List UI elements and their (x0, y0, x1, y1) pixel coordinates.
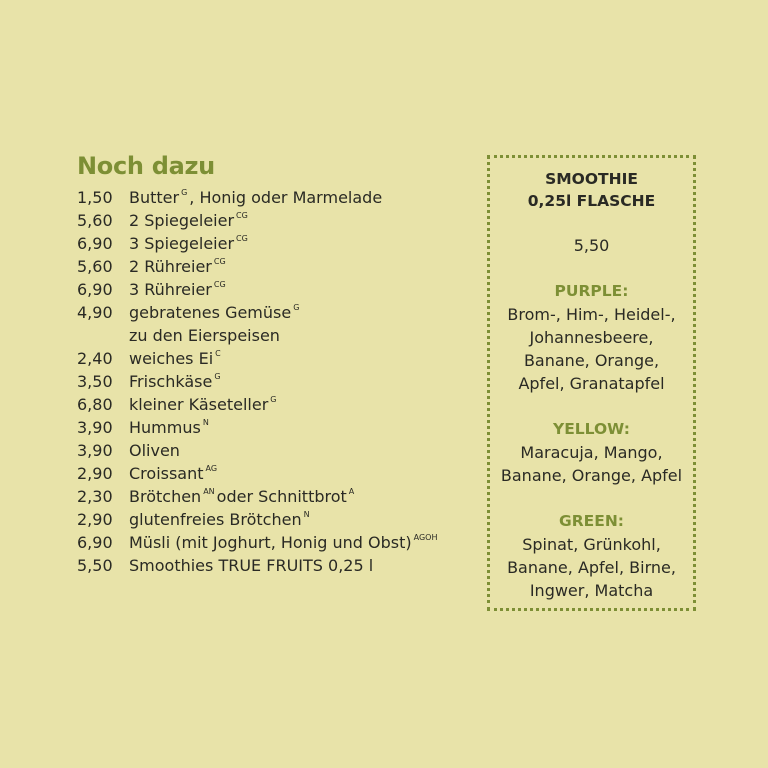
item-name: kleiner Käseteller (129, 395, 269, 414)
item-name: glutenfreies Brötchen (129, 510, 302, 529)
item-price: 3,90 (77, 441, 113, 460)
item-name: Butter (129, 188, 180, 207)
item-name: Brötchen (129, 487, 202, 506)
item-price: 6,90 (77, 234, 113, 253)
allergen-code: N (202, 418, 209, 427)
menu-item (77, 186, 482, 209)
allergen-code: C (215, 349, 221, 358)
smoothie-subtitle: 0,25l FLASCHE (527, 192, 656, 210)
allergen-code: AG (205, 464, 218, 473)
item-price: 6,90 (77, 533, 113, 552)
item-price: 5,60 (77, 211, 113, 230)
menu-item (77, 554, 482, 577)
item-name: gebratenes Gemüse (129, 303, 292, 322)
item-name: Smoothies TRUE FRUITS 0,25 l (129, 556, 374, 575)
section-title: Noch dazu (77, 152, 215, 180)
allergen-code: CG (236, 211, 248, 220)
purple-label: PURPLE: (554, 282, 629, 300)
item-price: 3,90 (77, 418, 113, 437)
item-name: 3 Spiegeleier (129, 234, 235, 253)
smoothie-title: SMOOTHIE (545, 170, 638, 188)
menu-list (77, 186, 482, 577)
menu-item (77, 416, 482, 439)
item-price: 4,90 (77, 303, 113, 322)
yellow-label: YELLOW: (552, 420, 630, 438)
item-price: 5,60 (77, 257, 113, 276)
smoothie-box (487, 155, 696, 611)
item-name: 2 Rühreier (129, 257, 212, 276)
item-price: 5,50 (77, 556, 113, 575)
item-name: Oliven (129, 441, 180, 460)
ingredient-line: Maracuja, Mango, (520, 443, 663, 462)
allergen-code: G (181, 188, 188, 197)
allergen-code: A (348, 487, 355, 496)
ingredient-line: Spinat, Grünkohl, (522, 535, 661, 554)
ingredient-line: Banane, Orange, (523, 351, 660, 370)
menu-item (77, 531, 482, 554)
menu-item (77, 209, 482, 232)
menu-item (77, 393, 482, 416)
menu-item (77, 439, 482, 462)
item-name: Hummus (129, 418, 201, 437)
smoothie-price: 5,50 (573, 236, 610, 255)
item-price: 3,50 (77, 372, 113, 391)
ingredient-line: Banane, Orange, Apfel (500, 466, 683, 485)
item-price: 2,30 (77, 487, 113, 506)
item-name: 2 Spiegeleier (129, 211, 235, 230)
ingredient-line: Apfel, Granatapfel (518, 374, 665, 393)
item-price: 1,50 (77, 188, 113, 207)
menu-item (77, 485, 482, 508)
item-name-suffix: , Honig oder Marmelade (189, 188, 383, 207)
menu-item (77, 232, 482, 255)
menu-item (77, 508, 482, 531)
allergen-code: CG (213, 257, 226, 266)
menu-item (77, 347, 482, 370)
allergen-code: G (270, 395, 277, 404)
allergen-code: AN (203, 487, 215, 496)
green-label: GREEN: (558, 512, 624, 530)
item-description: zu den Eierspeisen (129, 326, 280, 345)
menu-item (77, 278, 482, 301)
menu-item (77, 255, 482, 278)
allergen-code: G (214, 372, 221, 381)
item-price: 6,90 (77, 280, 113, 299)
ingredient-line: Ingwer, Matcha (529, 581, 654, 600)
item-price: 2,40 (77, 349, 113, 368)
item-name: weiches Ei (129, 349, 214, 368)
menu-item (77, 301, 482, 324)
ingredient-line: Brom-, Him-, Heidel-, (507, 305, 676, 324)
menu-item (77, 370, 482, 393)
item-name: Müsli (mit Joghurt, Honig und Obst) (129, 533, 412, 552)
allergen-code: G (293, 303, 300, 312)
item-price: 2,90 (77, 510, 113, 529)
allergen-code: AGOH (413, 533, 438, 542)
allergen-code: N (303, 510, 310, 519)
ingredient-line: Johannesbeere, (529, 328, 654, 347)
item-price: 2,90 (77, 464, 113, 483)
item-price: 6,80 (77, 395, 113, 414)
item-name: Croissant (129, 464, 204, 483)
menu-item (77, 462, 482, 485)
allergen-code: CG (236, 234, 248, 243)
item-name: 3 Rühreier (129, 280, 212, 299)
ingredient-line: Banane, Apfel, Birne, (507, 558, 676, 577)
item-name: Frischkäse (129, 372, 213, 391)
allergen-code: CG (213, 280, 226, 289)
item-name-suffix: oder Schnittbrot (216, 487, 347, 506)
